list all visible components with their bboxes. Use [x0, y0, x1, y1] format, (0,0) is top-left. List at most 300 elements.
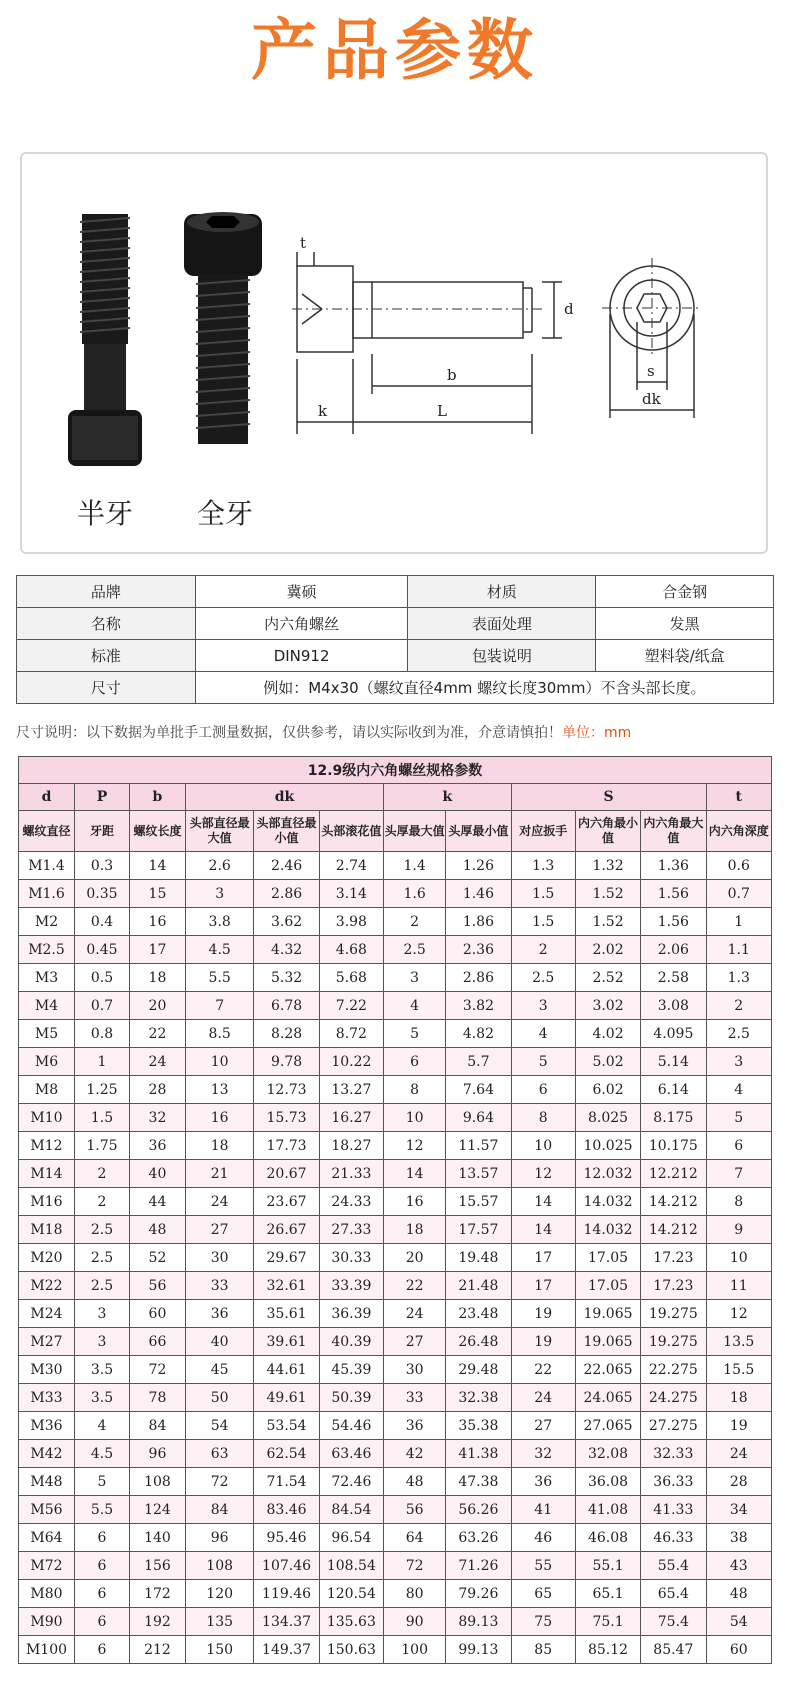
info-label-cell: 尺寸 — [17, 672, 196, 704]
table-cell: 6 — [384, 1048, 446, 1076]
table-cell: 5 — [75, 1468, 130, 1496]
table-cell: 21 — [185, 1160, 253, 1188]
table-row — [19, 1440, 772, 1468]
table-cell: 12.212 — [641, 1160, 706, 1188]
table-cell: 3 — [185, 880, 253, 908]
table-cell: 140 — [129, 1524, 185, 1552]
table-cell: 10 — [511, 1132, 575, 1160]
table-cell: 72 — [384, 1552, 446, 1580]
table-row — [19, 1328, 772, 1356]
table-cell: 2.06 — [641, 936, 706, 964]
product-info-table — [16, 575, 774, 704]
table-cell: 66 — [129, 1328, 185, 1356]
table-cell: 79.26 — [446, 1580, 511, 1608]
info-label-cell: 材质 — [408, 576, 596, 608]
table-cell: 3 — [384, 964, 446, 992]
column-header: 头部滚花值 — [319, 811, 383, 852]
column-header: 螺纹直径 — [19, 811, 75, 852]
column-header: 内六角最小值 — [575, 811, 640, 852]
table-cell: 60 — [706, 1636, 771, 1664]
table-cell: 108.54 — [319, 1552, 383, 1580]
group-header-P: P — [75, 784, 130, 811]
half-thread-screw-image — [68, 214, 142, 466]
table-cell: 1.6 — [384, 880, 446, 908]
table-cell: 6 — [75, 1524, 130, 1552]
table-cell: 0.35 — [75, 880, 130, 908]
table-cell: M22 — [19, 1272, 75, 1300]
table-cell: 48 — [129, 1216, 185, 1244]
table-cell: 41.08 — [575, 1496, 640, 1524]
table-cell: 12 — [384, 1132, 446, 1160]
table-cell: 1.56 — [641, 908, 706, 936]
table-cell: 48 — [384, 1468, 446, 1496]
table-cell: 83.46 — [254, 1496, 319, 1524]
table-cell: M6 — [19, 1048, 75, 1076]
table-cell: 2.36 — [446, 936, 511, 964]
table-cell: 78 — [129, 1384, 185, 1412]
info-value-cell: 内六角螺丝 — [195, 608, 408, 640]
info-label-cell: 名称 — [17, 608, 196, 640]
table-cell: 10.22 — [319, 1048, 383, 1076]
table-cell: 3.5 — [75, 1356, 130, 1384]
table-cell: 24 — [185, 1188, 253, 1216]
table-cell: 40 — [185, 1328, 253, 1356]
table-cell: 8 — [706, 1188, 771, 1216]
table-row — [19, 1300, 772, 1328]
table-cell: 19.275 — [641, 1328, 706, 1356]
table-cell: 1.25 — [75, 1076, 130, 1104]
table-cell: 32 — [511, 1440, 575, 1468]
table-cell: 18 — [129, 964, 185, 992]
table-cell: 27.065 — [575, 1412, 640, 1440]
table-cell: 1.5 — [75, 1104, 130, 1132]
table-cell: 1.86 — [446, 908, 511, 936]
table-cell: 1.56 — [641, 880, 706, 908]
table-cell: 1 — [706, 908, 771, 936]
table-cell: 46.08 — [575, 1524, 640, 1552]
table-row — [19, 1076, 772, 1104]
table-cell: 135.63 — [319, 1608, 383, 1636]
table-cell: M2 — [19, 908, 75, 936]
screw-illustration — [22, 154, 766, 552]
info-row-size — [17, 672, 774, 704]
table-cell: 4.82 — [446, 1020, 511, 1048]
table-cell: M12 — [19, 1132, 75, 1160]
table-cell: 14.212 — [641, 1188, 706, 1216]
table-cell: 6.78 — [254, 992, 319, 1020]
table-cell: 30 — [384, 1356, 446, 1384]
table-cell: 22 — [384, 1272, 446, 1300]
table-cell: 5.5 — [185, 964, 253, 992]
table-cell: 8 — [511, 1104, 575, 1132]
table-cell: 8.175 — [641, 1104, 706, 1132]
table-cell: 40.39 — [319, 1328, 383, 1356]
table-cell: 3 — [706, 1048, 771, 1076]
table-cell: 2.02 — [575, 936, 640, 964]
dim-s-label: s — [647, 362, 655, 380]
table-cell: 32.08 — [575, 1440, 640, 1468]
table-cell: 4.5 — [75, 1440, 130, 1468]
table-cell: 54 — [185, 1412, 253, 1440]
table-cell: 120 — [185, 1580, 253, 1608]
table-cell: 4.68 — [319, 936, 383, 964]
table-cell: 156 — [129, 1552, 185, 1580]
table-cell: 18 — [706, 1384, 771, 1412]
table-cell: 24.275 — [641, 1384, 706, 1412]
table-cell: 71.26 — [446, 1552, 511, 1580]
table-cell: 2.58 — [641, 964, 706, 992]
table-cell: 17.23 — [641, 1272, 706, 1300]
table-cell: 23.48 — [446, 1300, 511, 1328]
table-cell: 36.33 — [641, 1468, 706, 1496]
table-cell: 90 — [384, 1608, 446, 1636]
table-cell: 27 — [384, 1328, 446, 1356]
table-cell: 14 — [129, 852, 185, 880]
side-view-drawing — [292, 252, 562, 434]
table-cell: 5 — [706, 1104, 771, 1132]
table-row — [19, 1524, 772, 1552]
table-cell: 60 — [129, 1300, 185, 1328]
table-cell: 84.54 — [319, 1496, 383, 1524]
table-cell: 119.46 — [254, 1580, 319, 1608]
table-cell: 85 — [511, 1636, 575, 1664]
table-cell: 17.05 — [575, 1272, 640, 1300]
info-label-cell: 表面处理 — [408, 608, 596, 640]
table-cell: 50 — [185, 1384, 253, 1412]
table-cell: 21.33 — [319, 1160, 383, 1188]
table-cell: 2.86 — [446, 964, 511, 992]
table-cell: 19 — [511, 1300, 575, 1328]
table-cell: 19.48 — [446, 1244, 511, 1272]
table-cell: 2.74 — [319, 852, 383, 880]
table-cell: 15.57 — [446, 1188, 511, 1216]
table-cell: M90 — [19, 1608, 75, 1636]
table-cell: 134.37 — [254, 1608, 319, 1636]
table-cell: 33 — [185, 1272, 253, 1300]
table-row — [19, 1636, 772, 1664]
table-cell: 55 — [511, 1552, 575, 1580]
table-cell: 1.3 — [706, 964, 771, 992]
table-cell: M30 — [19, 1356, 75, 1384]
group-header-b: b — [129, 784, 185, 811]
table-cell: 107.46 — [254, 1552, 319, 1580]
table-cell: 28 — [706, 1468, 771, 1496]
table-cell: 2.5 — [511, 964, 575, 992]
table-cell: 41.33 — [641, 1496, 706, 1524]
table-cell: 124 — [129, 1496, 185, 1524]
table-cell: 23.67 — [254, 1188, 319, 1216]
group-header-t: t — [706, 784, 771, 811]
table-cell: 3.02 — [575, 992, 640, 1020]
table-cell: M4 — [19, 992, 75, 1020]
table-cell: 96 — [185, 1524, 253, 1552]
table-cell: M80 — [19, 1580, 75, 1608]
table-cell: M1.4 — [19, 852, 75, 880]
table-cell: 24 — [511, 1384, 575, 1412]
table-cell: 2 — [384, 908, 446, 936]
table-cell: M10 — [19, 1104, 75, 1132]
table-cell: 2 — [706, 992, 771, 1020]
table-cell: 26.48 — [446, 1328, 511, 1356]
table-cell: 20 — [129, 992, 185, 1020]
table-cell: 108 — [129, 1468, 185, 1496]
table-cell: 32.61 — [254, 1272, 319, 1300]
table-cell: 22 — [511, 1356, 575, 1384]
spec-table-title: 12.9级内六角螺丝规格参数 — [19, 757, 772, 784]
table-cell: M64 — [19, 1524, 75, 1552]
table-cell: 99.13 — [446, 1636, 511, 1664]
table-cell: 72 — [129, 1356, 185, 1384]
table-cell: 20.67 — [254, 1160, 319, 1188]
table-cell: 40 — [129, 1160, 185, 1188]
table-row — [19, 852, 772, 880]
table-cell: 36 — [129, 1132, 185, 1160]
table-cell: 17 — [129, 936, 185, 964]
table-cell: 36 — [511, 1468, 575, 1496]
table-cell: 5.32 — [254, 964, 319, 992]
column-header: 头厚最小值 — [446, 811, 511, 852]
table-cell: 36.08 — [575, 1468, 640, 1496]
table-cell: 1.5 — [511, 908, 575, 936]
table-cell: 95.46 — [254, 1524, 319, 1552]
page-title: 产品参数 — [251, 12, 539, 89]
info-value-cell: 例如：M4x30（螺纹直径4mm 螺纹长度30mm）不含头部长度。 — [195, 672, 773, 704]
table-cell: 36.39 — [319, 1300, 383, 1328]
info-value-cell: DIN912 — [195, 640, 408, 672]
table-cell: 8.5 — [185, 1020, 253, 1048]
table-cell: 2 — [511, 936, 575, 964]
table-cell: 7.64 — [446, 1076, 511, 1104]
table-cell: 108 — [185, 1552, 253, 1580]
table-cell: 9 — [706, 1216, 771, 1244]
table-cell: 11 — [706, 1272, 771, 1300]
table-cell: 56 — [384, 1496, 446, 1524]
table-cell: 14 — [511, 1188, 575, 1216]
table-cell: 17.73 — [254, 1132, 319, 1160]
table-cell: 63 — [185, 1440, 253, 1468]
table-cell: 4 — [75, 1412, 130, 1440]
table-cell: 7 — [185, 992, 253, 1020]
table-cell: 2.5 — [384, 936, 446, 964]
table-cell: 89.13 — [446, 1608, 511, 1636]
table-cell: 75.4 — [641, 1608, 706, 1636]
table-cell: 0.7 — [706, 880, 771, 908]
table-cell: 41 — [511, 1496, 575, 1524]
table-row — [19, 1048, 772, 1076]
table-cell: 3.14 — [319, 880, 383, 908]
table-row — [19, 1160, 772, 1188]
table-cell: 6 — [75, 1636, 130, 1664]
table-cell: 2.5 — [706, 1020, 771, 1048]
table-cell: 13.5 — [706, 1328, 771, 1356]
table-cell: M18 — [19, 1216, 75, 1244]
table-cell: 5 — [511, 1048, 575, 1076]
table-cell: 9.78 — [254, 1048, 319, 1076]
column-header: 牙距 — [75, 811, 130, 852]
product-image-panel — [20, 152, 768, 554]
dim-t-label: t — [300, 234, 307, 252]
table-cell: 4 — [706, 1076, 771, 1104]
table-cell: 45.39 — [319, 1356, 383, 1384]
table-cell: 27 — [511, 1412, 575, 1440]
table-cell: 3.5 — [75, 1384, 130, 1412]
table-cell: 19.065 — [575, 1300, 640, 1328]
table-cell: 1.1 — [706, 936, 771, 964]
table-row — [19, 1132, 772, 1160]
table-cell: 3 — [75, 1328, 130, 1356]
table-cell: 100 — [384, 1636, 446, 1664]
table-cell: 53.54 — [254, 1412, 319, 1440]
table-cell: 4.02 — [575, 1020, 640, 1048]
table-cell: 24 — [384, 1300, 446, 1328]
table-cell: 10 — [384, 1104, 446, 1132]
table-cell: 24.33 — [319, 1188, 383, 1216]
table-cell: 0.8 — [75, 1020, 130, 1048]
table-cell: 17 — [511, 1272, 575, 1300]
table-cell: M8 — [19, 1076, 75, 1104]
table-cell: 72 — [185, 1468, 253, 1496]
table-cell: 0.45 — [75, 936, 130, 964]
table-cell: 3.8 — [185, 908, 253, 936]
table-cell: 17.05 — [575, 1244, 640, 1272]
table-cell: 63.26 — [446, 1524, 511, 1552]
size-note — [16, 722, 631, 742]
table-cell: 10.025 — [575, 1132, 640, 1160]
info-label-cell: 品牌 — [17, 576, 196, 608]
table-cell: 0.4 — [75, 908, 130, 936]
group-header-d: d — [19, 784, 75, 811]
table-cell: 54.46 — [319, 1412, 383, 1440]
table-cell: 42 — [384, 1440, 446, 1468]
column-header: 螺纹长度 — [129, 811, 185, 852]
table-cell: 49.61 — [254, 1384, 319, 1412]
info-value-cell: 冀硕 — [195, 576, 408, 608]
info-row — [17, 608, 774, 640]
table-cell: M48 — [19, 1468, 75, 1496]
group-header-k: k — [384, 784, 512, 811]
table-row — [19, 1384, 772, 1412]
table-cell: 56.26 — [446, 1496, 511, 1524]
table-cell: 27 — [185, 1216, 253, 1244]
table-cell: M72 — [19, 1552, 75, 1580]
table-row — [19, 1356, 772, 1384]
full-thread-label: 全牙 — [197, 497, 254, 530]
table-cell: 12 — [706, 1300, 771, 1328]
table-cell: 5.02 — [575, 1048, 640, 1076]
table-cell: 54 — [706, 1608, 771, 1636]
table-cell: 14 — [384, 1160, 446, 1188]
table-cell: 80 — [384, 1580, 446, 1608]
table-cell: 41.38 — [446, 1440, 511, 1468]
table-cell: 16.27 — [319, 1104, 383, 1132]
table-cell: 15.5 — [706, 1356, 771, 1384]
table-cell: 150.63 — [319, 1636, 383, 1664]
table-cell: 20 — [384, 1244, 446, 1272]
table-cell: 84 — [129, 1412, 185, 1440]
table-cell: 8.28 — [254, 1020, 319, 1048]
table-cell: 6 — [75, 1552, 130, 1580]
table-cell: 3.82 — [446, 992, 511, 1020]
info-label-cell: 标准 — [17, 640, 196, 672]
info-row — [17, 640, 774, 672]
table-cell: 65 — [511, 1580, 575, 1608]
table-cell: 2.46 — [254, 852, 319, 880]
table-cell: 3.08 — [641, 992, 706, 1020]
table-cell: 8.025 — [575, 1104, 640, 1132]
table-cell: M5 — [19, 1020, 75, 1048]
table-cell: 33 — [384, 1384, 446, 1412]
table-cell: 14.032 — [575, 1216, 640, 1244]
table-cell: 7.22 — [319, 992, 383, 1020]
half-thread-label: 半牙 — [77, 497, 134, 530]
table-cell: 16 — [384, 1188, 446, 1216]
table-row — [19, 1552, 772, 1580]
table-cell: 3 — [75, 1300, 130, 1328]
table-cell: M33 — [19, 1384, 75, 1412]
table-cell: 212 — [129, 1636, 185, 1664]
dim-d-label: d — [564, 300, 574, 318]
table-cell: M1.6 — [19, 880, 75, 908]
table-cell: 8 — [384, 1076, 446, 1104]
info-label-cell: 包装说明 — [408, 640, 596, 672]
table-cell: 35.38 — [446, 1412, 511, 1440]
table-cell: 32.38 — [446, 1384, 511, 1412]
table-cell: 65.4 — [641, 1580, 706, 1608]
table-cell: 12.73 — [254, 1076, 319, 1104]
table-cell: 5 — [384, 1020, 446, 1048]
table-cell: M56 — [19, 1496, 75, 1524]
table-cell: 10 — [706, 1244, 771, 1272]
table-cell: 5.7 — [446, 1048, 511, 1076]
table-row — [19, 936, 772, 964]
table-cell: 55.1 — [575, 1552, 640, 1580]
table-cell: 13 — [185, 1076, 253, 1104]
table-cell: 1.5 — [511, 880, 575, 908]
table-cell: 3 — [511, 992, 575, 1020]
table-cell: M16 — [19, 1188, 75, 1216]
column-header: 头部直径最小值 — [254, 811, 319, 852]
table-cell: 1.26 — [446, 852, 511, 880]
dim-L-label: L — [437, 402, 447, 420]
table-cell: M14 — [19, 1160, 75, 1188]
table-cell: 2 — [75, 1188, 130, 1216]
table-cell: 0.5 — [75, 964, 130, 992]
table-cell: 43 — [706, 1552, 771, 1580]
table-row — [19, 880, 772, 908]
table-cell: 4 — [384, 992, 446, 1020]
table-cell: 62.54 — [254, 1440, 319, 1468]
table-cell: 4.095 — [641, 1020, 706, 1048]
table-cell: 46.33 — [641, 1524, 706, 1552]
table-cell: 16 — [129, 908, 185, 936]
table-cell: 13.27 — [319, 1076, 383, 1104]
column-header: 头部直径最大值 — [185, 811, 253, 852]
table-cell: 2.86 — [254, 880, 319, 908]
table-cell: 44.61 — [254, 1356, 319, 1384]
table-cell: 172 — [129, 1580, 185, 1608]
table-cell: 45 — [185, 1356, 253, 1384]
group-header-S: S — [511, 784, 706, 811]
table-cell: 29.48 — [446, 1356, 511, 1384]
table-cell: 0.7 — [75, 992, 130, 1020]
table-cell: 6.14 — [641, 1076, 706, 1104]
table-row — [19, 1244, 772, 1272]
table-cell: 75 — [511, 1608, 575, 1636]
table-cell: 36 — [384, 1412, 446, 1440]
table-cell: 2 — [75, 1160, 130, 1188]
table-cell: 28 — [129, 1076, 185, 1104]
table-cell: 1.3 — [511, 852, 575, 880]
